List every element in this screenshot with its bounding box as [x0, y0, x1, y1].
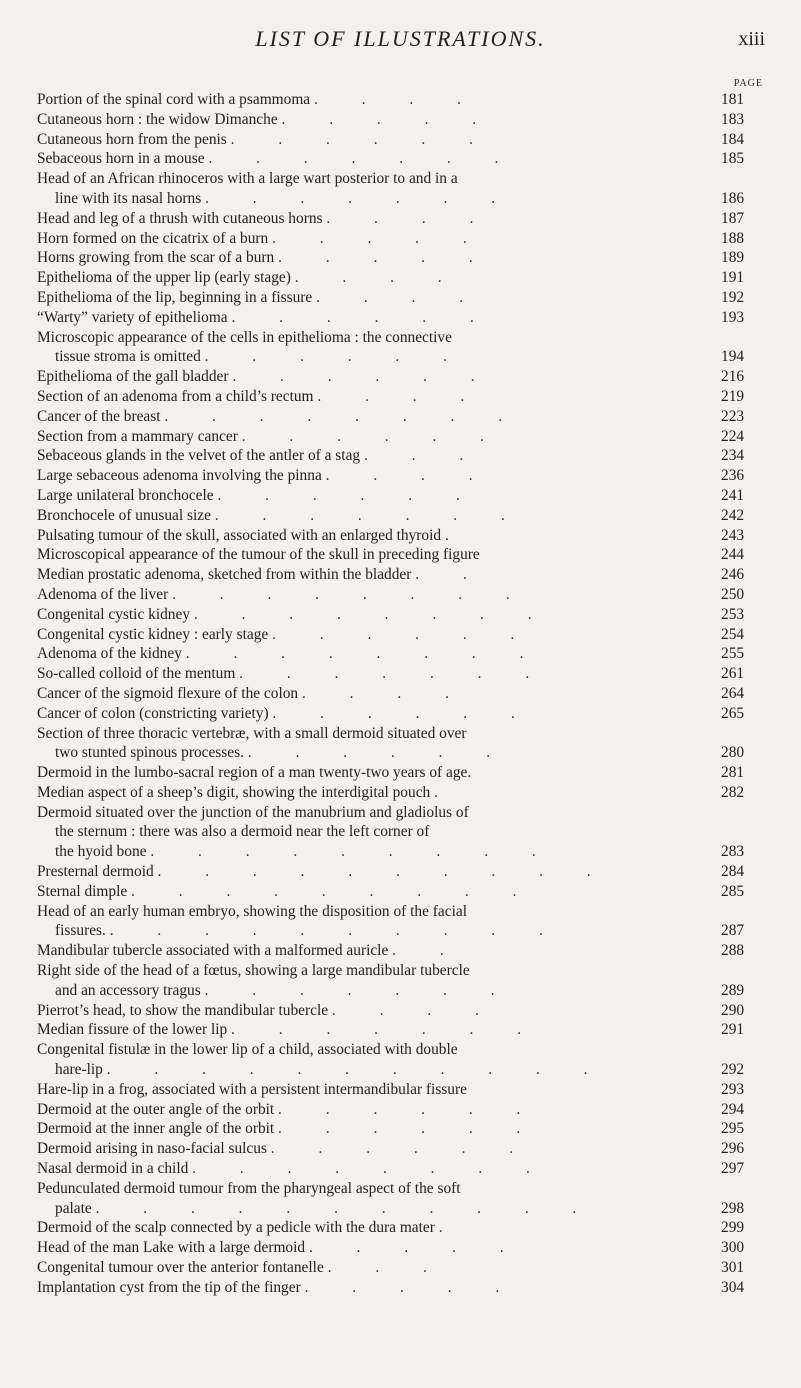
leader-dots: . . . .: [326, 209, 494, 227]
entry-page-number: 290: [721, 1001, 745, 1019]
leader-dots: . .: [415, 566, 487, 584]
leader-dots: . .: [392, 942, 464, 960]
list-entry: [37, 466, 765, 486]
entry-page-number: 295: [721, 1120, 745, 1138]
entry-page-number: 242: [721, 506, 745, 524]
leader-dots: . . . . . . . .: [164, 407, 523, 425]
entry-page-number: 280: [721, 744, 745, 762]
list-entry: [37, 605, 765, 625]
leader-dots: . . . . .: [278, 249, 493, 267]
entry-title: Dermoid at the inner angle of the orbit . . . . . .: [37, 1120, 541, 1138]
leader-dots: .: [444, 526, 469, 544]
entry-page-number: 184: [721, 130, 745, 148]
list-entry: [37, 149, 765, 169]
list-entry: [37, 625, 765, 645]
entry-title: Epithelioma of the upper lip (early stage) . . . .: [37, 269, 462, 287]
list-entry: [37, 169, 765, 209]
leader-dots: . . . . . .: [217, 486, 480, 504]
entry-title: Head and leg of a thrush with cutaneous horns . . . .: [37, 209, 494, 227]
entry-title-continued: fissures. . . . . . . . . . .: [55, 922, 563, 940]
entry-title: Cutaneous horn from the penis . . . . . .: [37, 130, 493, 148]
leader-dots: . . . . . . . .: [193, 605, 552, 623]
entry-title: Presternal dermoid . . . . . . . . . .: [37, 863, 611, 881]
list-entry: [37, 288, 765, 308]
page-column-label: PAGE: [733, 78, 763, 89]
leader-dots: . . . . . . . . .: [131, 882, 537, 900]
entry-page-number: 193: [721, 308, 745, 326]
entry-title: Implantation cyst from the tip of the finger . . . . .: [37, 1278, 520, 1296]
entry-page-number: 264: [721, 684, 745, 702]
list-entry: [37, 724, 765, 764]
list-entry: [37, 90, 765, 110]
entry-title: Cancer of the breast . . . . . . . .: [37, 407, 523, 425]
list-entry: [37, 1020, 765, 1040]
entry-page-number: 254: [721, 625, 745, 643]
entry-title: “Warty” variety of epithelioma . . . . . .: [37, 308, 494, 326]
entry-page-number: 241: [721, 486, 745, 504]
entry-page-number: 301: [721, 1259, 745, 1277]
leader-dots: . . . . . . . . . .: [157, 863, 611, 881]
list-entry: [37, 882, 765, 902]
entry-page-number: 283: [721, 843, 745, 861]
entry-page-number: 216: [721, 368, 745, 386]
leader-dots: . . . . . .: [272, 704, 535, 722]
entry-page-number: 234: [721, 447, 745, 465]
list-entry: [37, 328, 765, 368]
leader-dots: . . . . . . . .: [192, 1160, 550, 1178]
entry-title: Pierrot’s head, to show the mandibular tubercle . . . .: [37, 1001, 499, 1019]
leader-dots: . . . . . . . . . . .: [106, 1061, 608, 1079]
leader-dots: . . . . . .: [230, 130, 493, 148]
entry-title-continued: the hyoid bone . . . . . . . . .: [55, 843, 556, 861]
entry-page-number: 191: [721, 269, 745, 287]
entry-title: Sebaceous glands in the velvet of the antler of a stag . . .: [37, 447, 484, 465]
list-entry: [37, 427, 765, 447]
leader-dots: . . . . .: [304, 1278, 520, 1296]
entry-page-number: 294: [721, 1100, 745, 1118]
leader-dots: . . . . . .: [270, 1140, 534, 1158]
list-entry: [37, 1139, 765, 1159]
entry-page-number: 299: [721, 1219, 745, 1237]
entry-title: Cancer of colon (constricting variety) . . . . . .: [37, 704, 535, 722]
list-entry: [37, 526, 765, 546]
entry-title-continued: line with its nasal horns . . . . . . .: [55, 189, 516, 207]
entry-page-number: 194: [721, 348, 745, 366]
entry-title: Nasal dermoid in a child . . . . . . . .: [37, 1160, 550, 1178]
entry-title: Cutaneous horn : the widow Dimanche . . . . .: [37, 110, 497, 128]
entry-page-number: 287: [721, 922, 745, 940]
entry-title: Dermoid of the scalp connected by a pedicle with the dura mater .: [37, 1219, 463, 1237]
entry-title: Median fissure of the lower lip . . . . . . .: [37, 1021, 542, 1039]
entry-title: Microscopic appearance of the cells in epithelioma : the connective: [37, 328, 452, 346]
list-entry: [37, 1258, 765, 1278]
entry-page-number: 189: [721, 249, 745, 267]
list-entry: [37, 684, 765, 704]
list-entry: [37, 229, 765, 249]
entry-title: Dermoid situated over the junction of the manubrium and gladiolus of: [37, 803, 469, 821]
entry-title: Sternal dimple . . . . . . . . .: [37, 882, 537, 900]
list-entry: [37, 1159, 765, 1179]
entry-page-number: 223: [721, 407, 745, 425]
entry-page-number: 296: [721, 1140, 745, 1158]
list-entry: [37, 308, 765, 328]
entry-page-number: 253: [721, 605, 745, 623]
list-entry: [37, 644, 765, 664]
entry-page-number: 185: [721, 150, 745, 168]
entry-page-number: 289: [721, 981, 745, 999]
list-entry: [37, 862, 765, 882]
entry-title: Large unilateral bronchocele . . . . . .: [37, 486, 480, 504]
entry-title: Congenital fistulæ in the lower lip of a child, associated with double: [37, 1041, 458, 1059]
leader-dots: . . . . .: [308, 1239, 524, 1257]
entry-title-continued: two stunted spinous processes. . . . . . .: [55, 744, 511, 762]
leader-dots: . . . .: [325, 467, 493, 485]
entry-title: Hare-lip in a frog, associated with a persistent intermandibular fissure: [37, 1080, 467, 1098]
entry-page-number: 292: [721, 1061, 745, 1079]
list-entry: [37, 1001, 765, 1021]
leader-dots: . . . . . . .: [239, 665, 550, 683]
leader-dots: . . . . . .: [204, 348, 467, 366]
entry-title: Sebaceous horn in a mouse . . . . . . .: [37, 150, 519, 168]
list-entry: [37, 961, 765, 1001]
list-entry: [37, 268, 765, 288]
entry-page-number: 181: [721, 91, 745, 108]
entry-title: Large sebaceous adenoma involving the pinna . . . .: [37, 467, 493, 485]
running-title: LIST OF ILLUSTRATIONS.: [255, 26, 546, 51]
list-entry: [37, 130, 765, 150]
leader-dots: . . . . . . .: [204, 981, 515, 999]
list-entry: [37, 407, 765, 427]
leader-dots: . . . . . . .: [231, 1021, 542, 1039]
leader-dots: . . . . . .: [231, 308, 494, 326]
entry-page-number: 304: [721, 1278, 745, 1296]
entry-title: Right side of the head of a fœtus, showing a large mandibular tubercle: [37, 962, 470, 980]
list-entry: [37, 1238, 765, 1258]
entry-page-number: 282: [721, 783, 745, 801]
entry-title-continued: the sternum : there was also a dermoid near the left corner of: [55, 823, 430, 841]
leader-dots: .: [434, 783, 458, 801]
leader-dots: . . . . .: [272, 229, 487, 247]
entry-page-number: 224: [721, 427, 745, 445]
list-entry: [37, 902, 765, 942]
list-entry: [37, 565, 765, 585]
leader-dots: . . . . . . . .: [172, 585, 530, 603]
leader-dots: . . . .: [331, 1001, 499, 1019]
entry-title: Congenital cystic kidney . . . . . . . .: [37, 605, 552, 623]
leader-dots: . . . .: [314, 91, 481, 108]
list-entry: [37, 941, 765, 961]
list-entry: [37, 387, 765, 407]
entry-title: Head of an early human embryo, showing the disposition of the facial: [37, 902, 467, 920]
leader-dots: . . . .: [316, 288, 484, 306]
entry-title: So-called colloid of the mentum . . . . . . .: [37, 665, 550, 683]
entry-title: Adenoma of the liver . . . . . . . .: [37, 585, 530, 603]
list-entry: [37, 248, 765, 268]
entry-page-number: 246: [721, 566, 745, 584]
leader-dots: . . . .: [317, 387, 485, 405]
entry-title: Dermoid arising in naso-facial sulcus . . . . . .: [37, 1140, 534, 1158]
list-entry: [37, 1100, 765, 1120]
entry-title: Portion of the spinal cord with a psammoma . . . .: [37, 91, 481, 108]
page-number: xiii: [738, 28, 765, 50]
list-entry: [37, 1179, 765, 1219]
leader-dots: . . . . . .: [278, 1120, 541, 1138]
leader-dots: . . . . . .: [232, 368, 495, 386]
entry-page-number: 288: [721, 942, 745, 960]
page-header: [0, 26, 801, 60]
leader-dots: . . . . . . .: [214, 506, 525, 524]
leader-dots: . . . . .: [281, 110, 497, 128]
leader-dots: . . . . . . . . . .: [109, 922, 563, 940]
entry-page-number: 244: [721, 546, 745, 564]
list-entry: [37, 763, 765, 783]
list-entry: [37, 367, 765, 387]
leader-dots: . . . . . . .: [205, 189, 516, 207]
entry-title: Horns growing from the scar of a burn . . . . .: [37, 249, 493, 267]
entry-page-number: 192: [721, 288, 745, 306]
leader-dots: .: [438, 1219, 463, 1237]
list-entry: [37, 446, 765, 466]
entry-title: Section of three thoracic vertebræ, with a small dermoid situated over: [37, 724, 467, 742]
entry-page-number: 281: [721, 764, 745, 782]
list-entry: [37, 704, 765, 724]
leader-dots: . . . .: [301, 684, 469, 702]
list-entry: [37, 783, 765, 803]
entry-title: Adenoma of the kidney . . . . . . . .: [37, 645, 544, 663]
entry-title: Dermoid at the outer angle of the orbit . . . . . .: [37, 1100, 541, 1118]
entry-page-number: 265: [721, 704, 745, 722]
entry-page-number: 284: [721, 863, 745, 881]
entry-title: Bronchocele of unusual size . . . . . . .: [37, 506, 525, 524]
entry-page-number: 183: [721, 110, 745, 128]
entry-page-number: 291: [721, 1021, 745, 1039]
list-entry: [37, 506, 765, 526]
entry-page-number: 187: [721, 209, 745, 227]
illustrations-list: [37, 90, 765, 1298]
entry-title: Head of the man Lake with a large dermoid . . . . .: [37, 1239, 524, 1257]
list-entry: [37, 1119, 765, 1139]
list-entry: [37, 486, 765, 506]
entry-title: Cancer of the sigmoid flexure of the colon . . . .: [37, 684, 469, 702]
entry-page-number: 293: [721, 1080, 745, 1098]
entry-title: Section from a mammary cancer . . . . . .: [37, 427, 505, 445]
entry-page-number: 298: [721, 1199, 745, 1217]
entry-page-number: 255: [721, 645, 745, 663]
entry-page-number: 285: [721, 882, 745, 900]
entry-title: Pulsating tumour of the skull, associated with an enlarged thyroid .: [37, 526, 469, 544]
list-entry: [37, 1278, 765, 1298]
leader-dots: . . . . . .: [278, 1100, 541, 1118]
list-entry: [37, 1080, 765, 1100]
entry-page-number: 219: [721, 387, 745, 405]
list-entry: [37, 664, 765, 684]
list-entry: [37, 110, 765, 130]
entry-title: Congenital tumour over the anterior fontanelle . . .: [37, 1259, 447, 1277]
entry-title: Epithelioma of the lip, beginning in a fissure . . . .: [37, 288, 484, 306]
leader-dots: . . . . . . .: [208, 150, 519, 168]
entry-title-continued: and an accessory tragus . . . . . . .: [55, 981, 515, 999]
entry-page-number: 300: [721, 1239, 745, 1257]
list-entry: [37, 1040, 765, 1080]
entry-title: Median aspect of a sheep’s digit, showing the interdigital pouch .: [37, 783, 458, 801]
leader-dots: . . . . . .: [241, 427, 505, 445]
leader-dots: . . . . . .: [272, 625, 535, 643]
entry-page-number: 261: [721, 665, 745, 683]
leader-dots: . . . . . .: [247, 744, 511, 762]
leader-dots: . . .: [327, 1259, 447, 1277]
entry-title: Median prostatic adenoma, sketched from within the bladder . .: [37, 566, 487, 584]
leader-dots: . . . . . . . .: [185, 645, 544, 663]
entry-title: Epithelioma of the gall bladder . . . . . .: [37, 368, 495, 386]
entry-page-number: 243: [721, 526, 745, 544]
leader-dots: . . .: [363, 447, 484, 465]
list-entry: [37, 1218, 765, 1238]
list-entry: [37, 803, 765, 862]
entry-title-continued: tissue stroma is omitted . . . . . .: [55, 348, 467, 366]
leader-dots: . . . . . . . . .: [150, 843, 556, 861]
entry-title: Section of an adenoma from a child’s rectum . . . .: [37, 387, 485, 405]
entry-title: Mandibular tubercle associated with a malformed auricle . .: [37, 942, 464, 960]
leader-dots: . . . .: [294, 269, 462, 287]
entry-title: Pedunculated dermoid tumour from the pharyngeal aspect of the soft: [37, 1179, 461, 1197]
entry-title-continued: hare-lip . . . . . . . . . . .: [55, 1061, 608, 1079]
entry-page-number: 297: [721, 1160, 745, 1178]
entry-title-continued: palate . . . . . . . . . . .: [55, 1199, 597, 1217]
list-entry: [37, 545, 765, 565]
leader-dots: . . . . . . . . . . .: [95, 1199, 597, 1217]
entry-title: Congenital cystic kidney : early stage . . . . . .: [37, 625, 535, 643]
list-entry: [37, 585, 765, 605]
entry-page-number: 236: [721, 467, 745, 485]
entry-title: Head of an African rhinoceros with a large wart posterior to and in a: [37, 170, 458, 188]
entry-title: Horn formed on the cicatrix of a burn . . . . .: [37, 229, 487, 247]
entry-page-number: 186: [721, 189, 745, 207]
entry-title: Microscopical appearance of the tumour of the skull in preceding figure: [37, 546, 480, 564]
entry-page-number: 250: [721, 585, 745, 603]
entry-title: Dermoid in the lumbo-sacral region of a man twenty-two years of age.: [37, 764, 472, 782]
entry-page-number: 188: [721, 229, 745, 247]
list-entry: [37, 209, 765, 229]
